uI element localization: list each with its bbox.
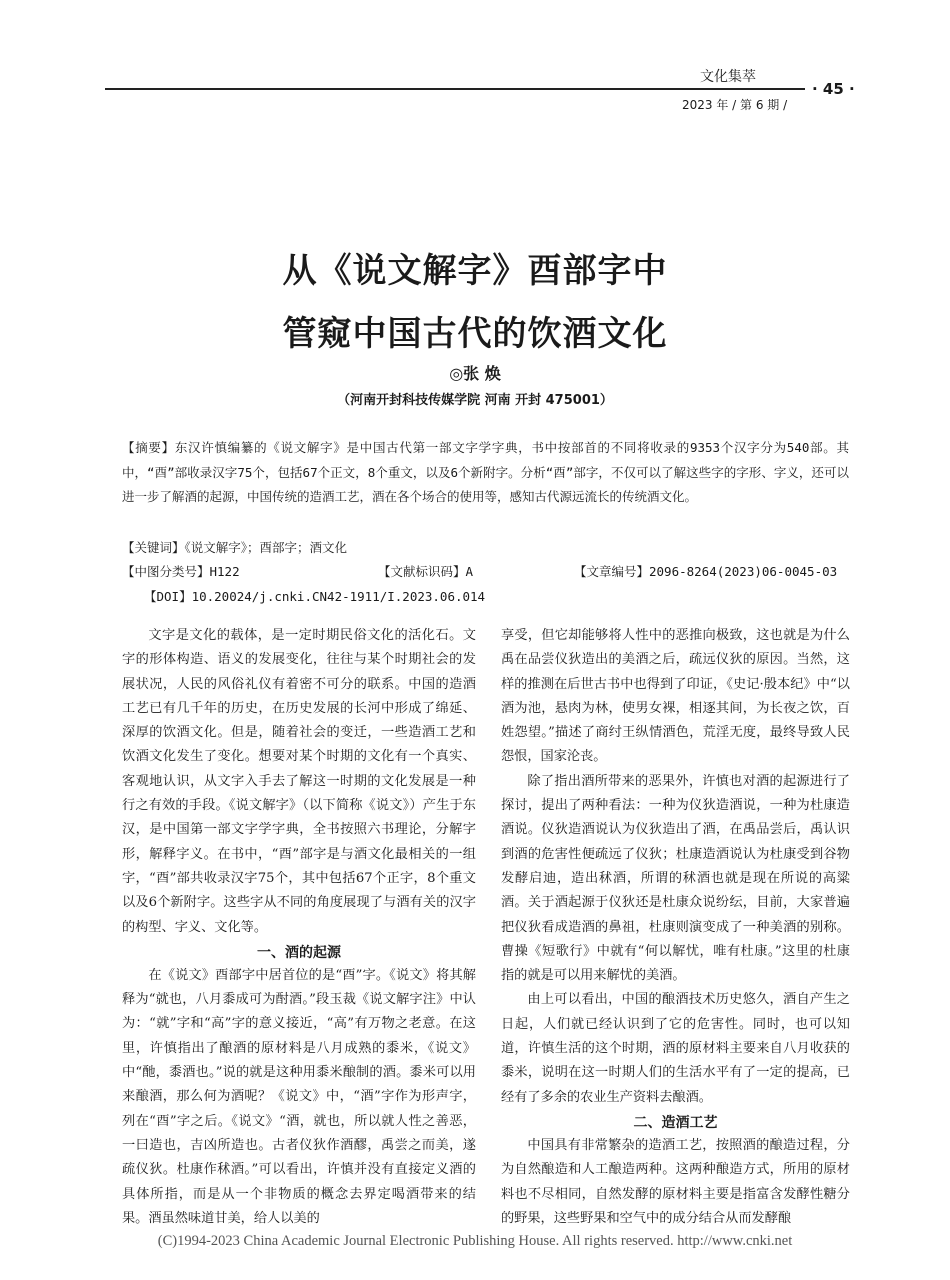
title-line-1: 从《说文解字》酉部字中: [282, 251, 668, 291]
copyright-footer: (C)1994-2023 China Academic Journal Electronic Publishing House. All rights reserved. http://www.cnki.net: [157, 1233, 793, 1249]
journal-section-name: 文化集萃: [700, 69, 756, 85]
body-paragraph: 文字是文化的载体，是一定时期民俗文化的活化石。文字的形体构造、语义的发展变化，往往与某个时期社会的发展状况，人民的风俗礼仪有着密不可分的联系。中国的造酒工艺已有几千年的历史，在历史发展的长河中形成了绵延、深厚的饮酒文化。但是，随着社会的变迁，一些造酒工艺和饮酒文化发生了变化。想要对某个时期的文化有一个真实、客观地认识，从文字入手去了解这一时期的文化发展是一种行之有效的手段。《说文解字》（以下简称《说文》）产生于东汉，是中国第一部文字学字典，全书按照六书理论，分解字形，解释字义。在书中，“酉”部字是与酒文化最相关的一组字，“酉”部共收录汉字75个，其中包括67个正字，8个重文以及6个新附字。这些字从不同的角度展现了与酒有关的汉字的构型、字义、文化等。: [122, 628, 476, 935]
header-rule: [105, 88, 805, 90]
body-paragraph: 享受，但它却能够将人性中的恶推向极致，这也就是为什么禹在品尝仪狄造出的美酒之后，疏远仪狄的原因。当然，这样的推测在后世古书中也得到了印证，《史记·殷本纪》中“以酒为池，悬肉为林，使男女裸，相逐其间，为长夜之饮，百姓怨望。”描述了商纣王纵情酒色，荒淫无度，最终导致人民怨恨，国家沦丧。: [501, 628, 850, 765]
abstract: 【摘要】东汉许慎编纂的《说文解字》是中国古代第一部文字学字典，书中按部首的不同将收录的9353个汉字分为540部。其中，“酉”部收录汉字75个，包括67个正文，8个重文，以及6个新附字。分析“酉”部字，不仅可以了解这些字的字形、字义，还可以进一步了解酒的起源，中国传统的造酒工艺，酒在各个场合的使用等，感知古代源远流长的传统酒文化。: [122, 440, 849, 504]
left-column: [122, 624, 476, 1231]
section-heading-craft: 二、造酒工艺: [633, 1114, 718, 1131]
page-number: · 45 ·: [812, 80, 855, 98]
document-code: 【文献标识码】A: [378, 564, 474, 579]
issue-info: 2023 年 / 第 6 期 /: [682, 98, 788, 112]
keywords: 【关键词】《说文解字》；酉部字；酒文化: [122, 540, 348, 555]
body-paragraph: 除了指出酒所带来的恶果外，许慎也对酒的起源进行了探讨，提出了两种看法：一种为仪狄造酒说，一种为杜康造酒说。仪狄造酒说认为仪狄造出了酒，在禹品尝后，禹认识到酒的危害性便疏远了仪狄；杜康造酒说认为杜康受到谷物发酵启迪，造出秫酒，所谓的秫酒也就是现在所说的高粱酒。关于酒起源于仪狄还是杜康众说纷纭，目前，大家普遍把仪狄看成造酒的鼻祖，杜康则演变成了一种美酒的别称。曹操《短歌行》中就有“何以解忧，唯有杜康。”这里的杜康指的就是可以用来解忧的美酒。: [501, 773, 850, 984]
section-heading-origin: 一、酒的起源: [257, 944, 341, 961]
doi: 【DOI】10.20024/j.cnki.CN42-1911/I.2023.06.014: [144, 589, 486, 604]
right-column: [501, 624, 850, 1231]
body-paragraph: 中国具有非常繁杂的造酒工艺，按照酒的酿造过程，分为自然酿造和人工酿造两种。这两种酿造方式，所用的原材料也不尽相同，自然发酵的原材料主要是指富含发酵性糖分的野果，这些野果和空气中的成分结合从而发酵酿: [501, 1137, 850, 1226]
clc-number: 【中图分类号】H122: [122, 564, 240, 579]
author: ◎张 焕: [449, 364, 501, 383]
body-paragraph: 在《说文》酉部字中居首位的是“酉”字。《说文》将其解释为“就也，八月黍成可为酎酒。”段玉裁《说文解字注》中认为：“就”字和“高”字的意义接近，“高”有万物之老意。在这里，许慎指出了酿酒的原材料是八月成熟的黍米，《说文》中“酏，黍酒也。”说的就是这种用黍米酿制的酒。黍米可以用来酿酒，那么何为酒呢？《说文》中，“酒”字作为形声字，列在“酉”字之后。《说文》“酒，就也，所以就人性之善恶，一曰造也，吉凶所造也。古者仪狄作酒醪，禹尝之而美，遂疏仪狄。杜康作秫酒。”可以看出，许慎并没有直接定义酒的具体所指，而是从一个非物质的概念去界定喝酒带来的结果。酒虽然味道甘美，给人以美的: [122, 967, 476, 1226]
affiliation: （河南开封科技传媒学院 河南 开封 475001）: [337, 393, 613, 408]
title-line-2: 管窥中国古代的饮酒文化: [282, 314, 668, 354]
article-number: 【文章编号】2096-8264(2023)06-0045-03: [574, 564, 838, 579]
body-paragraph: 由上可以看出，中国的酿酒技术历史悠久，酒自产生之日起，人们就已经认识到了它的危害性。同时，也可以知道，许慎生活的这个时期，酒的原材料主要来自八月收获的黍米，说明在这一时期人们的生活水平有了一定的提高，已经有了多余的农业生产资料去酿酒。: [501, 992, 850, 1105]
